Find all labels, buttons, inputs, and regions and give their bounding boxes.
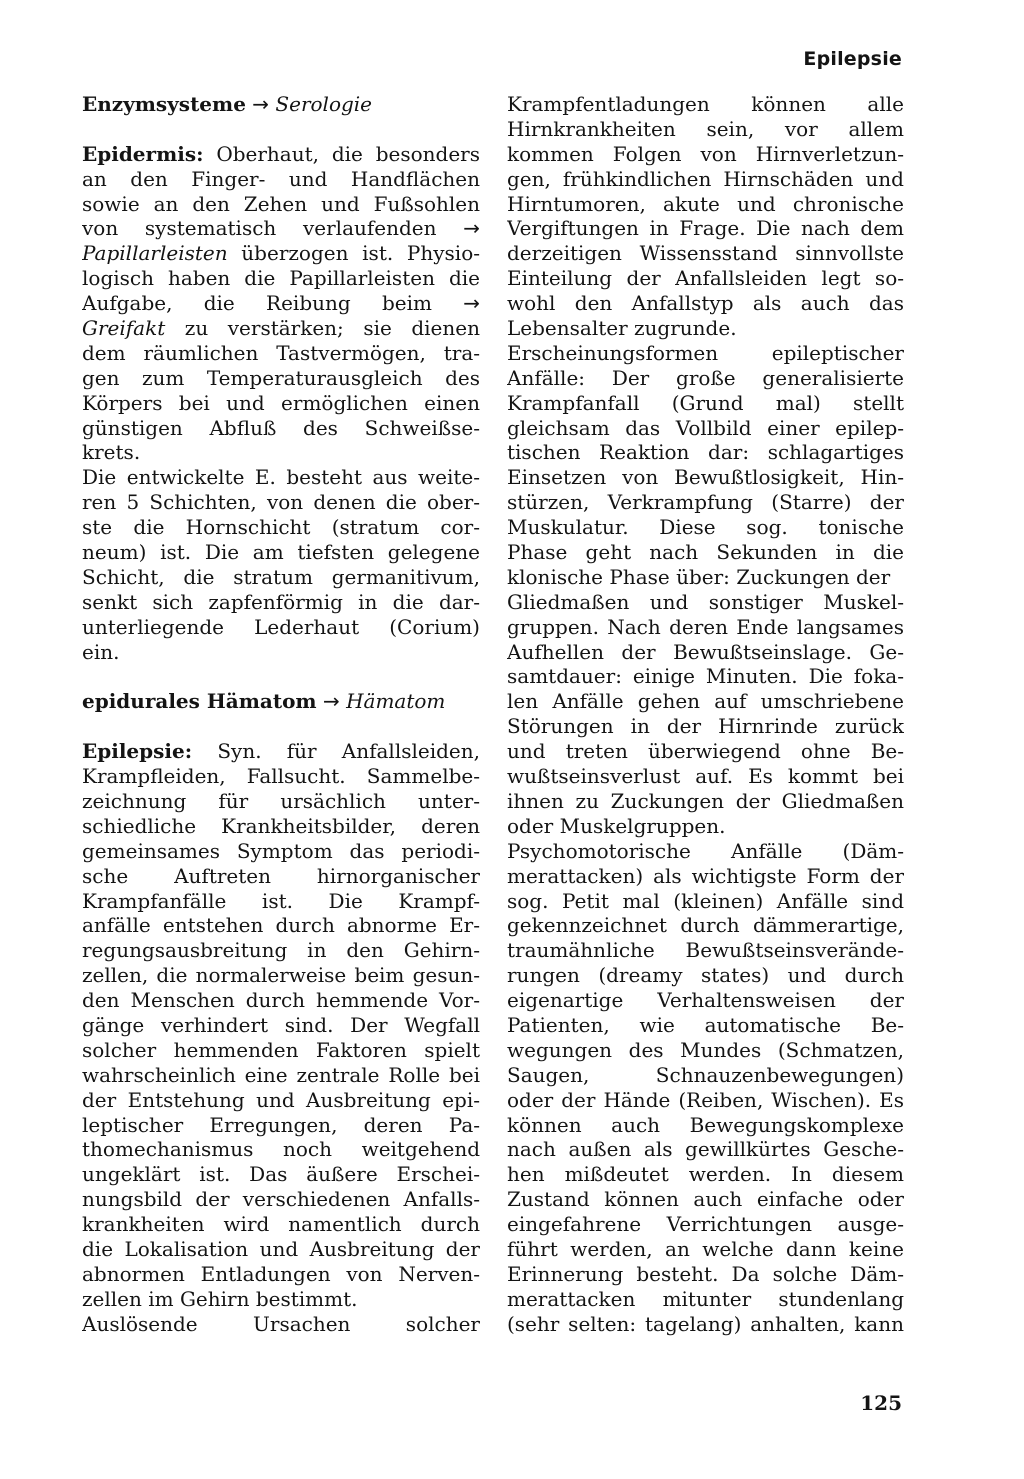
cross-reference: Greifakt bbox=[82, 316, 166, 341]
text-line: Auslösende Ursachen solcher bbox=[82, 1311, 480, 1336]
text-line: Gliedmaßen und sonstiger Muskel- bbox=[507, 589, 904, 614]
text-line: Krampfanfälle ist. Die Krampf- bbox=[82, 888, 480, 913]
text-line: und treten überwiegend ohne Be- bbox=[507, 739, 904, 764]
text-line: hen mißdeutet werden. In diesem bbox=[507, 1162, 904, 1187]
text-line: eigenartige Verhaltensweisen der bbox=[507, 988, 904, 1013]
text-line: Papillarleisten überzogen ist. Physio- bbox=[82, 241, 480, 266]
text-line: sche Auftreten hirnorganischer bbox=[82, 863, 480, 888]
text-line: eingefahrene Verrichtungen ausge- bbox=[507, 1212, 904, 1237]
entry-term: epidurales Hämatom bbox=[82, 689, 317, 714]
text-line: oder Muskelgruppen. bbox=[507, 813, 726, 838]
text-line: Patienten, wie automatische Be- bbox=[507, 1012, 904, 1037]
text-line: gen zum Temperaturausgleich des bbox=[82, 365, 480, 390]
text-line: zeichnung für ursächlich unter- bbox=[82, 788, 480, 813]
cross-reference: Hämatom bbox=[346, 689, 446, 714]
text-line: Muskulatur. Diese sog. tonische bbox=[507, 515, 904, 540]
text-line: rungen (dreamy states) und durch bbox=[507, 963, 904, 988]
text-line: gemeinsames Symptom das periodi- bbox=[82, 838, 480, 863]
text-line: gruppen. Nach deren Ende langsames bbox=[507, 614, 904, 639]
text-line: Krampfleiden, Fallsucht. Sammelbe- bbox=[82, 764, 480, 789]
text-line: können auch Bewegungskomplexe bbox=[507, 1112, 904, 1137]
text-line: traumähnliche Bewußtseinsverände- bbox=[507, 938, 904, 963]
text-line: Krampfentladungen können alle bbox=[507, 92, 904, 116]
text-line: oder der Hände (Reiben, Wischen). Es bbox=[507, 1087, 904, 1112]
text-line: der Entstehung und Ausbreitung epi- bbox=[82, 1087, 480, 1112]
text-line: Psychomotorische Anfälle (Däm- bbox=[507, 838, 904, 863]
text-line: schiedliche Krankheitsbilder, deren bbox=[82, 813, 480, 838]
text-line: (sehr selten: tagelang) anhalten, kann bbox=[507, 1311, 904, 1336]
text-line: ihnen zu Zuckungen der Gliedmaßen bbox=[507, 788, 904, 813]
text-line: Schicht, die stratum germanitivum, bbox=[82, 564, 480, 589]
text-line: neum) ist. Die am tiefsten gelegene bbox=[82, 540, 480, 565]
text-line: merattacken) als wichtigste Form der bbox=[507, 863, 904, 888]
text-line: ren 5 Schichten, von denen die ober- bbox=[82, 490, 480, 515]
text-line: abnormen Entladungen von Nerven- bbox=[82, 1261, 480, 1286]
text-line: regungsausbreitung in den Gehirn- bbox=[82, 938, 480, 963]
text-line: ein. bbox=[82, 639, 120, 664]
text-line: gekennzeichnet durch dämmerartige, bbox=[507, 913, 904, 938]
text-line: Epidermis: Oberhaut, die besonders bbox=[82, 141, 480, 166]
entry-term: Enzymsysteme bbox=[82, 92, 246, 116]
arrow-right-icon: → bbox=[463, 216, 480, 241]
text-line: logisch haben die Papillarleisten die bbox=[82, 266, 480, 291]
arrow-right-icon: → bbox=[463, 291, 480, 316]
text-line: Aufhellen der Bewußtseinslage. Ge- bbox=[507, 639, 904, 664]
arrow-right-icon: → bbox=[252, 92, 270, 116]
text-line: gen, frühkindlichen Hirnschäden und bbox=[507, 166, 904, 191]
text-line: wahrscheinlich eine zentrale Rolle bei bbox=[82, 1062, 480, 1087]
text-line: leptischer Erregungen, deren Pa- bbox=[82, 1112, 480, 1137]
text-line: Körpers bei und ermöglichen einen bbox=[82, 390, 480, 415]
text-line: merattacken mitunter stundenlang bbox=[507, 1286, 904, 1311]
text-line: Hirntumoren, akute und chronische bbox=[507, 191, 904, 216]
text-line: solcher hemmenden Faktoren spielt bbox=[82, 1037, 480, 1062]
text-line: samtdauer: einige Minuten. Die foka- bbox=[507, 664, 904, 689]
text-line: an den Finger- und Handflächen bbox=[82, 166, 480, 191]
cross-reference: Serologie bbox=[275, 92, 373, 116]
text-line: Saugen, Schnauzenbewegungen) bbox=[507, 1062, 904, 1087]
text-line: nungsbild der verschiedenen Anfalls- bbox=[82, 1187, 480, 1212]
text-line: Aufgabe, die Reibung beim → bbox=[82, 291, 480, 316]
text-line: tischen Reaktion dar: schlagartiges bbox=[507, 440, 904, 465]
text-line: stürzen, Verkrampfung (Starre) der bbox=[507, 490, 904, 515]
text-line: gänge verhindert sind. Der Wegfall bbox=[82, 1012, 480, 1037]
text-line: Die entwickelte E. besteht aus weite- bbox=[82, 465, 480, 490]
text-line: von systematisch verlaufenden → bbox=[82, 216, 480, 241]
text-line: günstigen Abfluß des Schweißse- bbox=[82, 415, 480, 440]
right-column bbox=[507, 92, 904, 1337]
text-line: Einteilung der Anfallsleiden legt so- bbox=[507, 266, 904, 291]
text-line: wegungen des Mundes (Schmatzen, bbox=[507, 1037, 904, 1062]
text-line: Vergiftungen in Frage. Die nach dem bbox=[507, 216, 904, 241]
text-line: len Anfälle gehen auf umschriebene bbox=[507, 689, 904, 714]
entry-term: Epidermis: bbox=[82, 141, 204, 166]
entry-epidurales-haematom bbox=[82, 689, 480, 714]
text-line: Anfälle: Der große generalisierte bbox=[507, 365, 904, 390]
text-line: derzeitigen Wissensstand sinnvollste bbox=[507, 241, 904, 266]
text-line: Epilepsie: Syn. für Anfallsleiden, bbox=[82, 739, 480, 764]
text-line: wußtseinsverlust auf. Es kommt bei bbox=[507, 764, 904, 789]
text-line: den Menschen durch hemmende Vor- bbox=[82, 988, 480, 1013]
text-line: Krampfanfall (Grund mal) stellt bbox=[507, 390, 904, 415]
text-line: Phase geht nach Sekunden in die bbox=[507, 540, 904, 565]
text-line: zellen, die normalerweise beim gesun- bbox=[82, 963, 480, 988]
text-line: Einsetzen von Bewußtlosigkeit, Hin- bbox=[507, 465, 904, 490]
text-line: anfälle entstehen durch abnorme Er- bbox=[82, 913, 480, 938]
text-line: Erinnerung besteht. Da solche Däm- bbox=[507, 1261, 904, 1286]
cross-reference: Papillarleisten bbox=[82, 241, 228, 266]
page-number: 125 bbox=[860, 1391, 902, 1415]
text-line: dem räumlichen Tastvermögen, tra- bbox=[82, 340, 480, 365]
text-line: thomechanismus noch weitgehend bbox=[82, 1137, 480, 1162]
text-line: zellen im Gehirn bestimmt. bbox=[82, 1286, 358, 1311]
text-line: die Lokalisation und Ausbreitung der bbox=[82, 1236, 480, 1261]
text-line: krets. bbox=[82, 440, 141, 465]
text-line: Erscheinungsformen epileptischer bbox=[507, 340, 904, 365]
left-column bbox=[82, 92, 480, 1337]
text-line: sog. Petit mal (kleinen) Anfälle sind bbox=[507, 888, 904, 913]
text-line: kommen Folgen von Hirnverletzun- bbox=[507, 141, 904, 166]
text-line: gleichsam das Vollbild einer epilep- bbox=[507, 415, 904, 440]
text-line: sowie an den Zehen und Fußsohlen bbox=[82, 191, 480, 216]
entry-enzymsysteme bbox=[82, 92, 480, 117]
text-line: krankheiten wird namentlich durch bbox=[82, 1212, 480, 1237]
text-line: wohl den Anfallstyp als auch das bbox=[507, 291, 904, 316]
text-line: nach außen als gewillkürtes Gesche- bbox=[507, 1137, 904, 1162]
text-line: Lebensalter zugrunde. bbox=[507, 316, 737, 341]
text-line: Greifakt zu verstärken; sie dienen bbox=[82, 316, 480, 341]
entry-term: Epilepsie: bbox=[82, 739, 193, 764]
text-line: ste die Hornschicht (stratum cor- bbox=[82, 515, 480, 540]
text-line: führt werden, an welche dann keine bbox=[507, 1236, 904, 1261]
running-head: Epilepsie bbox=[803, 48, 902, 70]
arrow-right-icon: → bbox=[322, 689, 340, 714]
text-line: senkt sich zapfenförmig in die dar- bbox=[82, 589, 480, 614]
text-line: Zustand können auch einfache oder bbox=[507, 1187, 904, 1212]
text-line: Hirnkrankheiten sein, vor allem bbox=[507, 116, 904, 141]
text-line: klonische Phase über: Zuckungen der bbox=[507, 564, 891, 589]
text-line: Störungen in der Hirnrinde zurück bbox=[507, 714, 904, 739]
text-line: ungeklärt ist. Das äußere Erschei- bbox=[82, 1162, 480, 1187]
text-line: unterliegende Lederhaut (Corium) bbox=[82, 614, 480, 639]
